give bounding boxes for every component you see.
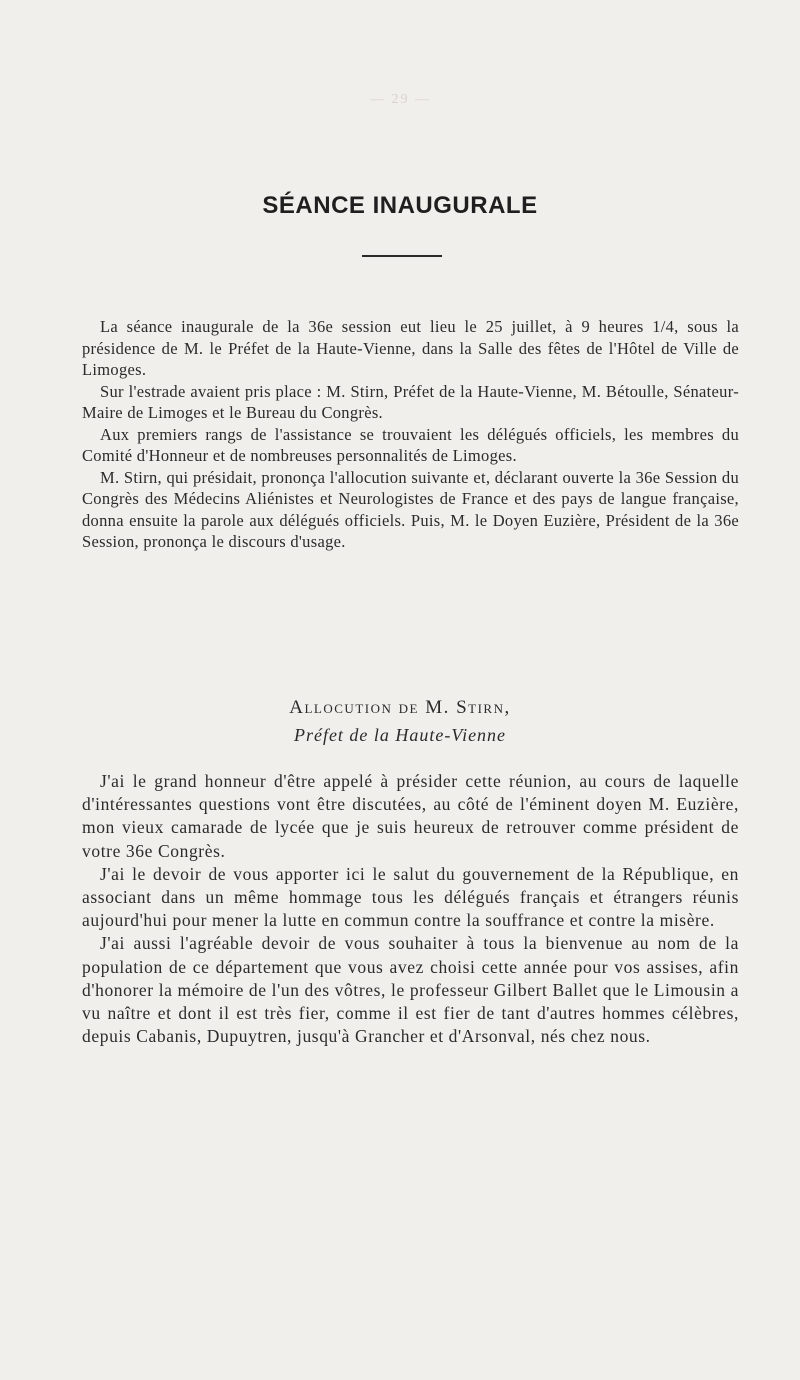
- page-number: — 29 —: [370, 92, 431, 107]
- intro-paragraph: M. Stirn, qui présidait, prononça l'allocution suivante et, déclarant ouverte la 36e Session du Congrès des Médecins Aliénistes et Neurologistes de France et des pays de langue française, donna ensuite la parole aux délégués officiels. Puis, M. le Doyen Euzière, Président de la 36e Session, prononça le discours d'usage.: [82, 467, 739, 551]
- page-title: SÉANCE INAUGURALE: [262, 192, 538, 219]
- title-divider: [362, 255, 442, 257]
- intro-section: [82, 316, 739, 553]
- speech-section: [82, 770, 739, 1048]
- speech-paragraph: J'ai le devoir de vous apporter ici le salut du gouvernement de la République, en associant dans un même hommage tous les délégués français et étrangers réunis aujourd'hui pour mener la lutte en commun contre la souffrance et contre la misère.: [82, 863, 739, 931]
- speech-paragraph: J'ai le grand honneur d'être appelé à présider cette réunion, au cours de laquelle d'intéressantes questions vont être discutées, au côté de l'éminent doyen M. Euzière, mon vieux camarade de lycée que je suis heureux de retrouver comme président de votre 36e Congrès.: [82, 771, 739, 861]
- allocution-subheading: Préfet de la Haute-Vienne: [293, 725, 507, 745]
- allocution-heading: Allocution de M. Stirn,: [289, 697, 511, 718]
- intro-paragraph: Aux premiers rangs de l'assistance se trouvaient les délégués officiels, les membres du Comité d'Honneur et de nombreuses personnalités de Limoges.: [82, 424, 739, 465]
- intro-paragraph: Sur l'estrade avaient pris place : M. Stirn, Préfet de la Haute-Vienne, M. Bétoulle, Sénateur-Maire de Limoges et le Bureau du Congrès.: [82, 381, 739, 422]
- speech-paragraph: J'ai aussi l'agréable devoir de vous souhaiter à tous la bienvenue au nom de la population de ce département que vous avez choisi cette année pour vos assises, afin d'honorer la mémoire de l'un des vôtres, le professeur Gilbert Ballet que le Limousin a vu naître et dont il est très fier, comme il est fier de tant d'autres hommes célèbres, depuis Cabanis, Dupuytren, jusqu'à Grancher et d'Arsonval, nés chez nous.: [82, 933, 739, 1047]
- intro-paragraph: La séance inaugurale de la 36e session eut lieu le 25 juillet, à 9 heures 1/4, sous la présidence de M. le Préfet de la Haute-Vienne, dans la Salle des fêtes de l'Hôtel de Ville de Limoges.: [82, 317, 739, 379]
